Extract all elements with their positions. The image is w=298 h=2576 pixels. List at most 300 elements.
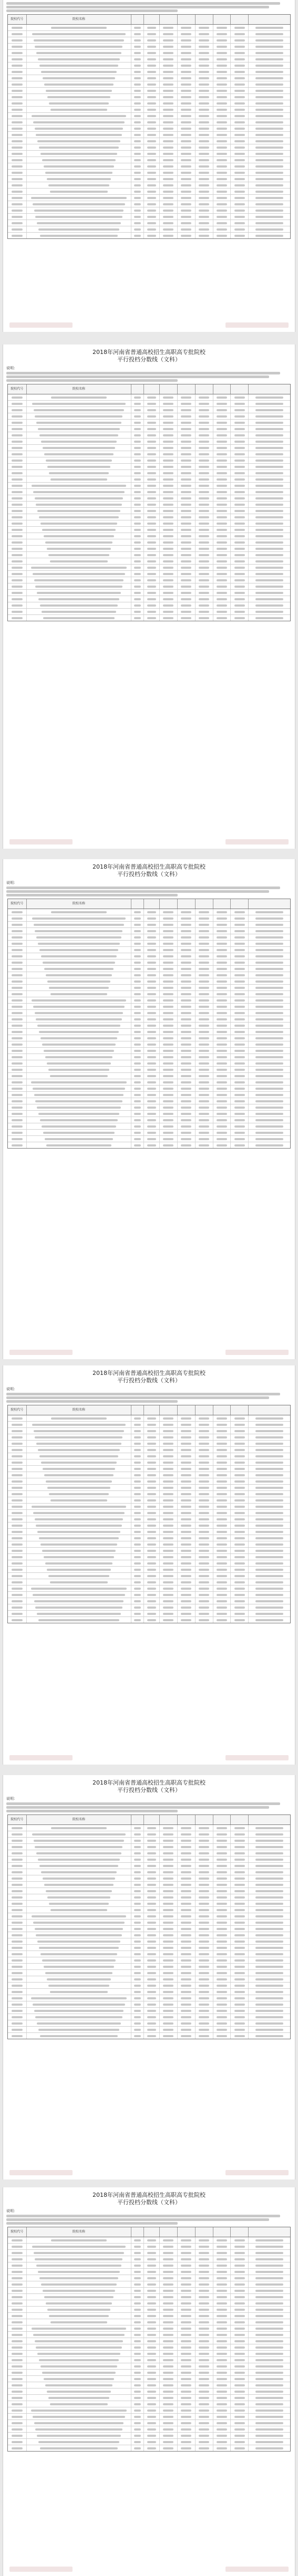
table-cell — [8, 2426, 27, 2432]
cell-placeholder — [134, 2391, 141, 2393]
table-cell — [249, 2338, 290, 2344]
cell-placeholder — [43, 1468, 115, 1470]
cell-placeholder — [147, 397, 156, 399]
cell-placeholder — [234, 1928, 245, 1930]
cell-placeholder — [36, 2265, 121, 2267]
table-cell — [249, 1441, 290, 1446]
cell-placeholder — [217, 955, 227, 957]
cell-placeholder — [199, 2378, 209, 2380]
cell-placeholder — [217, 1978, 227, 1980]
table-row — [8, 2344, 290, 2351]
table-cell — [131, 2027, 144, 2032]
cell-placeholder — [163, 617, 173, 619]
table-cell — [178, 2014, 196, 2020]
cell-placeholder — [181, 52, 191, 54]
cell-placeholder — [163, 2403, 173, 2405]
note-line — [6, 6, 269, 8]
table-cell — [144, 31, 160, 37]
table-cell — [160, 1976, 178, 1982]
cell-placeholder — [42, 2372, 116, 2374]
table-cell — [231, 1875, 249, 1881]
cell-placeholder — [181, 1031, 191, 1033]
cell-placeholder — [50, 1499, 108, 1501]
cell-placeholder — [134, 1119, 141, 1121]
table-cell — [144, 1004, 160, 1009]
table-cell — [249, 1035, 290, 1041]
table-cell — [196, 201, 213, 207]
cell-placeholder — [134, 2321, 141, 2323]
cell-placeholder — [134, 592, 141, 594]
table-cell — [144, 413, 160, 419]
cell-placeholder — [234, 71, 245, 73]
cell-placeholder — [255, 134, 283, 136]
cell-placeholder — [217, 1493, 227, 1495]
cell-placeholder — [181, 2328, 191, 2330]
cell-placeholder — [217, 1430, 227, 1432]
cell-placeholder — [199, 147, 209, 149]
cell-placeholder — [50, 560, 108, 562]
table-cell — [131, 407, 144, 413]
document-page — [3, 345, 295, 849]
table-cell — [213, 1951, 231, 1957]
table-cell — [249, 1970, 290, 1976]
table-cell — [249, 972, 290, 978]
table-cell — [231, 2014, 249, 2020]
table-row — [8, 113, 290, 119]
page-subtitle: 平行投档分数线（文科） — [117, 2199, 181, 2206]
column-header — [213, 899, 231, 909]
table-cell — [249, 934, 290, 940]
table-cell — [27, 527, 131, 533]
cell-placeholder — [38, 598, 119, 600]
table-row — [8, 1073, 290, 1079]
table-cell — [231, 1054, 249, 1060]
table-cell — [178, 126, 196, 131]
table-header — [8, 899, 290, 909]
table-cell — [231, 514, 249, 520]
cell-placeholder — [181, 197, 191, 199]
cell-placeholder — [134, 1878, 141, 1880]
table-cell — [144, 2445, 160, 2451]
table-cell — [144, 1945, 160, 1951]
cell-placeholder — [12, 548, 23, 550]
table-cell — [160, 138, 178, 144]
table-cell — [144, 2027, 160, 2032]
table-cell — [131, 1907, 144, 1913]
cell-placeholder — [163, 1947, 173, 1949]
table-cell — [131, 2281, 144, 2287]
table-cell — [249, 100, 290, 106]
cell-placeholder — [49, 472, 109, 474]
table-row — [8, 201, 290, 207]
table-cell — [249, 2325, 290, 2331]
table-cell — [8, 1920, 27, 1925]
table-cell — [131, 596, 144, 602]
table-cell — [196, 420, 213, 425]
table-cell — [160, 2319, 178, 2325]
cell-placeholder — [147, 968, 156, 970]
table-cell — [8, 934, 27, 940]
table-cell — [196, 596, 213, 602]
cell-placeholder — [255, 1056, 283, 1058]
cell-placeholder — [199, 2416, 209, 2418]
cell-placeholder — [234, 77, 245, 79]
cell-placeholder — [147, 548, 156, 550]
table-cell — [213, 2275, 231, 2281]
cell-placeholder — [255, 1934, 283, 1936]
cell-placeholder — [163, 1506, 173, 1508]
cell-placeholder — [255, 1859, 283, 1861]
table-cell — [231, 1850, 249, 1856]
cell-placeholder — [234, 178, 245, 180]
table-cell — [8, 2420, 27, 2426]
table-cell — [249, 163, 290, 169]
table-row — [8, 119, 290, 126]
cell-placeholder — [147, 2309, 156, 2311]
table-cell — [196, 189, 213, 194]
table-cell — [178, 426, 196, 432]
cell-placeholder — [255, 2258, 283, 2260]
table-cell — [196, 1592, 213, 1598]
table-cell — [160, 1010, 178, 1016]
cell-placeholder — [134, 216, 141, 218]
table-cell — [8, 909, 27, 915]
cell-placeholder — [255, 510, 283, 512]
table-cell — [213, 934, 231, 940]
table-cell — [27, 1857, 131, 1862]
table-cell — [196, 1117, 213, 1123]
table-cell — [213, 1504, 231, 1509]
cell-placeholder — [217, 134, 227, 136]
table-cell — [178, 451, 196, 457]
table-cell — [160, 1485, 178, 1490]
table-cell — [27, 233, 131, 238]
cell-placeholder — [234, 1909, 245, 1911]
cell-placeholder — [234, 1903, 245, 1905]
table-cell — [213, 1983, 231, 1988]
cell-placeholder — [199, 1144, 209, 1146]
cell-placeholder — [46, 2302, 112, 2304]
table-cell — [144, 439, 160, 444]
table-cell — [131, 1964, 144, 1969]
cell-placeholder — [181, 554, 191, 556]
cell-placeholder — [12, 1025, 23, 1027]
table-cell — [178, 514, 196, 520]
cell-placeholder — [43, 77, 115, 79]
table-cell — [178, 1035, 196, 1041]
cell-placeholder — [12, 216, 23, 218]
cell-placeholder — [163, 235, 173, 237]
note-text — [3, 372, 295, 382]
cell-placeholder — [36, 2346, 121, 2349]
cell-placeholder — [217, 415, 227, 418]
cell-placeholder — [35, 2340, 124, 2342]
cell-placeholder — [147, 1588, 156, 1590]
table-cell — [131, 1592, 144, 1598]
table-cell — [249, 1466, 290, 1472]
table-cell — [27, 2027, 131, 2032]
cell-placeholder — [181, 2397, 191, 2399]
cell-placeholder — [163, 1550, 173, 1552]
cell-placeholder — [35, 930, 122, 932]
cell-placeholder — [199, 1094, 209, 1096]
cell-placeholder — [234, 1430, 245, 1432]
cell-placeholder — [255, 71, 283, 73]
table-cell — [8, 420, 27, 425]
cell-placeholder — [147, 403, 156, 405]
table-cell — [249, 1092, 290, 1098]
cell-placeholder — [147, 1922, 156, 1924]
table-cell — [231, 163, 249, 169]
table-cell — [213, 1957, 231, 1963]
table-cell — [8, 163, 27, 169]
cell-placeholder — [12, 1871, 23, 1873]
cell-placeholder — [163, 1069, 173, 1071]
cell-placeholder — [181, 1928, 191, 1930]
table-cell — [196, 132, 213, 138]
column-header — [144, 15, 160, 24]
cell-placeholder — [31, 197, 127, 199]
table-cell — [160, 1548, 178, 1553]
cell-placeholder — [217, 153, 227, 155]
cell-placeholder — [217, 2309, 227, 2311]
cell-placeholder — [134, 203, 141, 205]
table-cell — [196, 2014, 213, 2020]
table-cell — [160, 1535, 178, 1541]
table-cell — [178, 552, 196, 558]
table-row — [8, 590, 290, 596]
table-cell — [249, 119, 290, 125]
watermark-stamp — [225, 839, 289, 844]
table-cell — [131, 1067, 144, 1072]
table-cell — [8, 1073, 27, 1079]
table-cell — [144, 157, 160, 163]
table-cell — [131, 182, 144, 188]
cell-placeholder — [181, 2271, 191, 2273]
cell-placeholder — [134, 1972, 141, 1974]
cell-placeholder — [181, 1025, 191, 1027]
table-cell — [144, 25, 160, 30]
cell-placeholder — [40, 235, 118, 237]
table-cell — [231, 75, 249, 81]
table-cell — [178, 2313, 196, 2319]
cell-placeholder — [234, 560, 245, 562]
table-cell — [196, 615, 213, 621]
cell-placeholder — [255, 2290, 283, 2292]
column-header — [231, 15, 249, 24]
table-cell — [231, 2288, 249, 2293]
table-cell — [27, 1598, 131, 1604]
table-cell — [178, 2420, 196, 2426]
cell-placeholder — [217, 1915, 227, 1917]
table-row — [8, 195, 290, 201]
table-cell — [8, 947, 27, 953]
cell-placeholder — [217, 1138, 227, 1140]
cell-placeholder — [134, 2277, 141, 2279]
table-row — [8, 1844, 290, 1850]
cell-placeholder — [234, 1531, 245, 1533]
cell-placeholder — [199, 84, 209, 86]
cell-placeholder — [12, 936, 23, 938]
table-cell — [231, 583, 249, 589]
cell-placeholder — [12, 1138, 23, 1140]
cell-placeholder — [234, 1985, 245, 1987]
cell-placeholder — [255, 1833, 283, 1835]
table-cell — [196, 2414, 213, 2419]
cell-placeholder — [38, 428, 119, 430]
cell-placeholder — [147, 999, 156, 1002]
table-cell — [144, 1422, 160, 1427]
cell-placeholder — [163, 2435, 173, 2437]
table-cell — [196, 1428, 213, 1434]
table-row — [8, 1041, 290, 1048]
cell-placeholder — [12, 1827, 23, 1829]
table-cell — [160, 577, 178, 583]
cell-placeholder — [217, 1113, 227, 1115]
cell-placeholder — [163, 58, 173, 60]
table-cell — [160, 1541, 178, 1547]
cell-placeholder — [147, 2359, 156, 2361]
table-cell — [196, 445, 213, 451]
cell-placeholder — [163, 434, 173, 436]
table-cell — [144, 1048, 160, 1054]
cell-placeholder — [37, 2353, 120, 2355]
table-header — [8, 15, 290, 25]
cell-placeholder — [199, 1132, 209, 1134]
cell-placeholder — [217, 560, 227, 562]
table-cell — [249, 31, 290, 37]
cell-placeholder — [12, 1132, 23, 1134]
table-cell — [231, 2325, 249, 2331]
table-cell — [8, 1857, 27, 1862]
table-cell — [160, 552, 178, 558]
table-cell — [27, 1541, 131, 1547]
cell-placeholder — [147, 1909, 156, 1911]
table-cell — [27, 2262, 131, 2268]
table-cell — [144, 1869, 160, 1875]
table-cell — [160, 1130, 178, 1135]
cell-placeholder — [163, 102, 173, 105]
cell-placeholder — [163, 2365, 173, 2368]
table-cell — [196, 126, 213, 131]
table-cell — [178, 941, 196, 946]
cell-placeholder — [163, 2321, 173, 2323]
table-cell — [231, 1428, 249, 1434]
table-cell — [231, 81, 249, 87]
table-cell — [144, 1434, 160, 1440]
table-cell — [231, 233, 249, 238]
cell-placeholder — [255, 184, 283, 186]
table-cell — [144, 464, 160, 470]
cell-placeholder — [147, 2340, 156, 2342]
table-cell — [249, 1989, 290, 1995]
table-cell — [196, 2275, 213, 2281]
cell-placeholder — [147, 955, 156, 957]
table-cell — [8, 1529, 27, 1535]
cell-placeholder — [44, 1050, 114, 1052]
table-cell — [213, 1478, 231, 1484]
cell-placeholder — [45, 541, 112, 544]
cell-placeholder — [147, 2447, 156, 2449]
table-cell — [8, 2262, 27, 2268]
cell-placeholder — [199, 1890, 209, 1892]
table-cell — [249, 2307, 290, 2312]
cell-placeholder — [255, 554, 283, 556]
cell-placeholder — [255, 1037, 283, 1039]
cell-placeholder — [199, 121, 209, 123]
table-cell — [213, 445, 231, 451]
table-cell — [144, 941, 160, 946]
table-cell — [196, 401, 213, 406]
cell-placeholder — [234, 46, 245, 48]
table-cell — [8, 44, 27, 49]
table-cell — [213, 941, 231, 946]
cell-placeholder — [181, 573, 191, 575]
column-header — [196, 2227, 213, 2237]
table-cell — [231, 1901, 249, 1906]
table-row — [8, 1048, 290, 1054]
cell-placeholder — [163, 1512, 173, 1514]
cell-placeholder — [147, 2271, 156, 2273]
cell-placeholder — [134, 1107, 141, 1109]
table-cell — [8, 2407, 27, 2413]
cell-placeholder — [199, 2309, 209, 2311]
table-cell — [131, 207, 144, 213]
cell-placeholder — [217, 2315, 227, 2317]
table-cell — [178, 226, 196, 232]
table-cell — [8, 552, 27, 558]
table-cell — [196, 602, 213, 608]
table-cell — [144, 960, 160, 965]
cell-placeholder — [181, 447, 191, 449]
cell-placeholder — [12, 165, 23, 168]
table-cell — [249, 1016, 290, 1022]
cell-placeholder — [217, 1833, 227, 1835]
table-cell — [160, 2008, 178, 2014]
table-cell — [131, 1485, 144, 1490]
table-cell — [178, 1913, 196, 1919]
cell-placeholder — [234, 510, 245, 512]
table-cell — [160, 2344, 178, 2350]
table-cell — [196, 220, 213, 226]
cell-placeholder — [12, 1012, 23, 1014]
cell-placeholder — [255, 102, 283, 105]
table-cell — [178, 214, 196, 220]
table-cell — [160, 1863, 178, 1869]
table-cell — [160, 100, 178, 106]
table-cell — [196, 413, 213, 419]
table-cell — [249, 195, 290, 201]
table-cell — [27, 2338, 131, 2344]
cell-placeholder — [36, 422, 121, 424]
table-cell — [144, 476, 160, 482]
table-cell — [231, 1535, 249, 1541]
cell-placeholder — [50, 1909, 108, 1911]
cell-placeholder — [12, 210, 23, 212]
cell-placeholder — [255, 1890, 283, 1892]
table-cell — [231, 2269, 249, 2275]
table-cell — [178, 2256, 196, 2262]
cell-placeholder — [234, 554, 245, 556]
table-cell — [231, 552, 249, 558]
table-cell — [144, 2020, 160, 2026]
cell-placeholder — [217, 1012, 227, 1014]
table-cell — [196, 1060, 213, 1066]
table-cell — [160, 182, 178, 188]
cell-placeholder — [42, 1550, 116, 1552]
cell-placeholder — [134, 491, 141, 493]
table-row — [8, 1035, 290, 1041]
